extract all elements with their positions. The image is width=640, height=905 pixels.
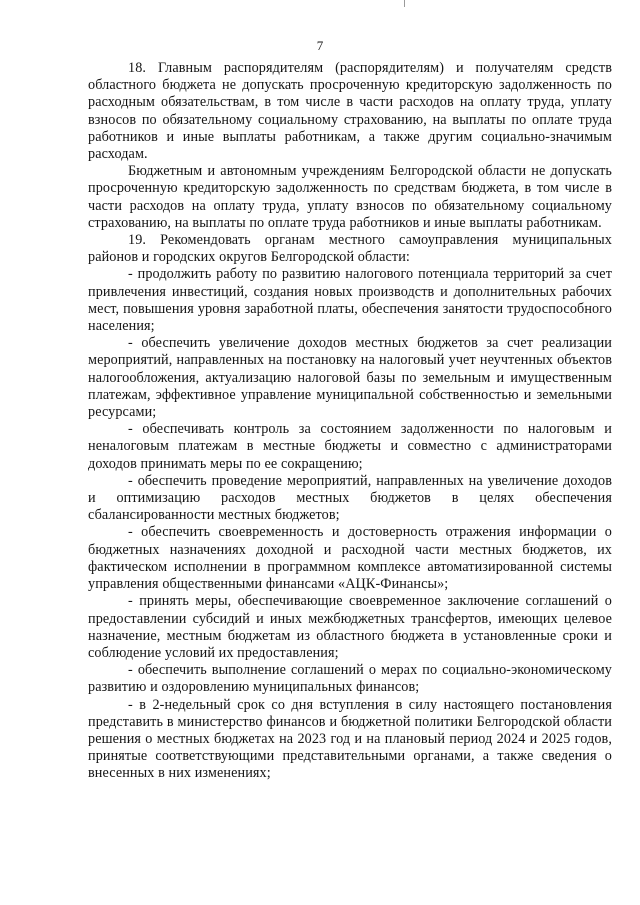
list-item-debt-control: - обеспечивать контроль за состоянием задолженности по налоговым и неналоговым платежам в местные бюджеты и совместно с администраторами доходов принимать меры по ее сокращению; — [88, 421, 612, 472]
scan-edge-mark — [404, 0, 405, 7]
list-item-increase-revenues: - обеспечить увеличение доходов местных бюджетов за счет реализации мероприятий, направленных на постановку на налоговый учет неучтенных объектов налогообложения, актуализацию налоговой базы по земельным и имущественным платежам, эффективное управление муниципальной собственностью и земельными ресурсами; — [88, 335, 612, 421]
document-body — [88, 60, 612, 783]
list-item-acc-finance-reporting: - обеспечить своевременность и достоверность отражения информации о бюджетных назначениях доходной и расходной части местных бюджетов, их фактическом исполнении в программном комплексе автоматизированной системы управления общественными финансами «АЦК-Финансы»; — [88, 524, 612, 593]
list-item-socioeconomic-agreements: - обеспечить выполнение соглашений о мерах по социально-экономическому развитию и оздоровлению муниципальных финансов; — [88, 662, 612, 696]
list-item-optimization: - обеспечить проведение мероприятий, направленных на увеличение доходов и оптимизацию расходов местных бюджетов в целях обеспечения сбалансированности местных бюджетов; — [88, 472, 612, 524]
list-item-subsidy-agreements: - принять меры, обеспечивающие своевременное заключение соглашений о предоставлении субсидий и иных межбюджетных трансфертов, имеющих целевое назначение, местным бюджетам из областного бюджета в установленные сроки и соблюдение условий их предоставления; — [88, 593, 612, 661]
list-item-tax-potential: - продолжить работу по развитию налогового потенциала территорий за счет привлечения инвестиций, создания новых производств и дополнительных рабочих мест, повышения уровня заработной платы, обеспечения занятости трудоспособного населения; — [88, 266, 612, 335]
page-number: 7 — [316, 38, 324, 53]
paragraph-18-main-distributors: 18. Главным распорядителям (распорядителям) и получателям средств областного бюджета не допускать просроченную кредиторскую задолженность по расходным обязательствам, в том числе в части расходов на оплату труда, уплату взносов по обязательному социальному страхованию, на выплаты по оплате труда работников и иные выплаты работникам, а также другим социально-значимым расходам. — [88, 60, 612, 163]
paragraph-budget-institutions: Бюджетным и автономным учреждениям Белгородской области не допускать просроченную кредиторскую задолженность по средствам бюджета, в том числе в части расходов на оплату труда, уплату взносов по обязательному социальному страхованию, на выплаты по оплате труда работников и иные выплаты работникам. — [88, 163, 612, 231]
paragraph-19-recommendation: 19. Рекомендовать органам местного самоуправления муниципальных районов и городских округов Белгородской области: — [88, 232, 612, 266]
list-item-budget-decisions: - в 2-недельный срок со дня вступления в силу настоящего постановления представить в министерство финансов и бюджетной политики Белгородской области решения о местных бюджетах на 2023 год и на плановый период 2024 и 2025 годов, принятые соответствующими представительными органами, а также сведения о внесенных в них изменениях; — [88, 696, 612, 782]
